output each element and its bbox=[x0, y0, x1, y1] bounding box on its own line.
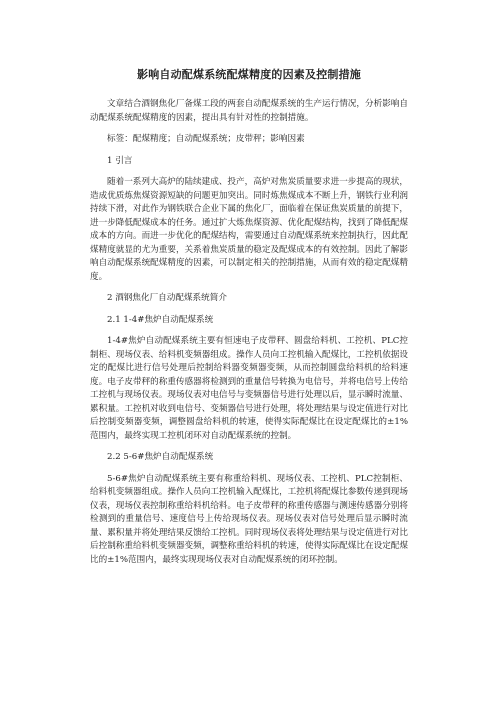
section-1-heading: 1 引言 bbox=[107, 155, 133, 166]
keywords-line: 标签：配煤精度；自动配煤系统；皮带秤；影响因素 bbox=[107, 134, 305, 144]
section-2-2-heading: 2.2 5-6#焦炉自动配煤系统 bbox=[107, 452, 214, 462]
section-1-body: 随着一系列大高炉的陆续建成、投产，高炉对焦炭质量要求进一步提高的现状，造成优质炼焦煤资源短缺的问题更加突出。同时炼焦煤成本不断上升，钢铁行业利润持续下滑，对此作为钢铁联合企业下属的焦化厂，面临着在保证焦炭质量的前提下，进一步降低配煤成本的任务。通过扩大炼焦煤资源、优化配煤结构，找到了降低配煤成本的方向。而进一步优化的配煤结构，需要通过自动配煤系统来控制执行，因此配煤精度就显的尤为重要，关系着焦炭质量的稳定及配煤成本的有效控制。因此了解影响自动配煤系统配煤精度的因素，可以制定相关的控制措施，从而有效的稳定配煤精度。 bbox=[90, 177, 408, 282]
section-2-2-body: 5-6#焦炉自动配煤系统主要有称重给料机、现场仪表、工控机、PLC控制柜、给料机变频器组成。操作人员向工控机输入配煤比，工控机将配煤比参数传递到现场仪表，现场仪表控制称重给料机给料。电子皮带秤的称重传感器与测速传感器分别将检测到的重量信号、速度信号上传给现场仪表。现场仪表对信号处理后显示瞬时流量、累积量并将处理结果反馈给工控机。同时现场仪表将处理结果与设定值进行对比后控制称重给料机变频器变频，调整称重给料机的转速，使得实际配煤比在设定配煤比的±1%范围内，最终实现现场仪表对自动配煤系统的闭环控制。 bbox=[90, 473, 408, 565]
document-title: 影响自动配煤系统配煤精度的因素及控制措施 bbox=[137, 68, 361, 81]
document-page bbox=[90, 66, 408, 575]
section-2-1-heading: 2.1 1-4#焦炉自动配煤系统 bbox=[107, 314, 214, 325]
section-2-heading: 2 酒钢焦化厂自动配煤系统简介 bbox=[107, 293, 227, 303]
section-2-1-body: 1-4#焦炉自动配煤系统主要有恒速电子皮带秤、圆盘给料机、工控机、PLC控制柜、现场仪表、给料机变频器组成。操作人员向工控机输入配煤比，工控机依据设定的配煤比进行信号处理后控制给料器变频器变频，从而控制圆盘给料机的给料速度。电子皮带秤的称重传感器将检测到的重量信号转换为电信号，并将电信号上传给工控机与现场仪表。现场仪表对电信号与变频器信号进行处理以后，显示瞬时流量、累积量。工控机对收到电信号、变频器信号进行处理，将处理结果与设定值进行对比后控制变频器变频，调整圆盘给料机的转速，使得实际配煤比在设定配煤比的±1%范围内，最终实现工控机闭环对自动配煤系统的控制。 bbox=[90, 336, 408, 441]
abstract-paragraph: 文章结合酒钢焦化厂备煤工段的两套自动配煤系统的生产运行情况，分析影响自动配煤系统配煤精度的因素，提出具有针对性的控制措施。 bbox=[90, 99, 408, 123]
